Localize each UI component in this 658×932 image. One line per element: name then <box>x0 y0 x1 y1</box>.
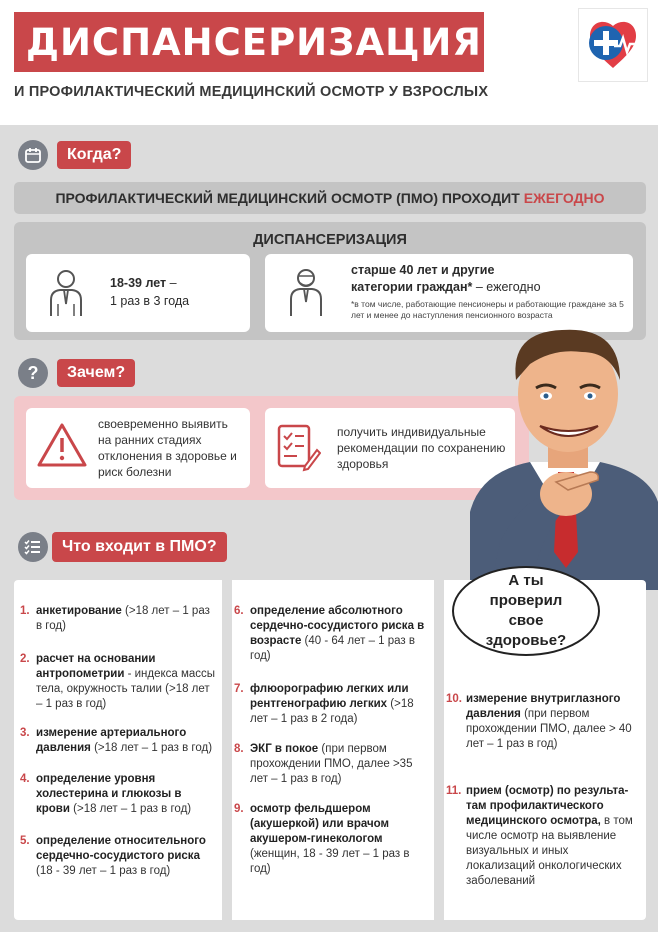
item-title: осмотр фельдшером (акушеркой) или врачом акушером-гинекологом <box>250 803 390 845</box>
list-item <box>234 802 428 877</box>
age-young-card <box>26 254 250 332</box>
item-title: прием (осмотр) по результа-там профилактического медицинского осмотра, <box>466 785 629 827</box>
when-label: Когда? <box>57 141 131 169</box>
pmo-frequency-bar <box>14 182 646 214</box>
age-old-card <box>265 254 633 332</box>
item-title: определение относительного сердечно-сосудистого риска <box>36 835 206 862</box>
item-detail: - индекса массы тела, окружность талии (>18 лет – 1 раз в год) <box>36 668 216 710</box>
column-divider <box>434 580 444 920</box>
calendar-icon <box>18 140 48 170</box>
speech-bubble <box>452 566 600 656</box>
column-divider <box>222 580 232 920</box>
item-number: 8. <box>234 743 244 755</box>
list-item <box>234 742 428 787</box>
list-item <box>20 834 216 879</box>
item-detail: (при первом прохождении ПМО, далее > 40 лет – 1 раз в год) <box>466 708 632 750</box>
item-title: ЭКГ в покое <box>250 743 319 755</box>
item-title: определение абсолютного сердечно-сосудистого риска в возрасте <box>250 605 425 647</box>
young-man-icon <box>48 268 84 318</box>
item-number: 3. <box>20 727 30 739</box>
item-number: 2. <box>20 653 30 665</box>
dispanserization-title: ДИСПАНСЕРИЗАЦИЯ <box>253 232 407 248</box>
why-card-recommendations-text: получить индивидуальные рекомендации по сохранению здоровья <box>337 425 506 471</box>
logo <box>578 8 648 82</box>
item-title: измерение внутриглазного давления <box>466 693 621 720</box>
item-detail: в том числе осмотр на выявление визуальных и иных локализаций онкологических заболеваний <box>466 815 633 887</box>
age-young-dash: – <box>166 276 177 290</box>
medical-cross-heart-icon <box>584 16 642 74</box>
title-banner <box>14 12 484 72</box>
age-old-label: старше 40 лет и другие категории граждан* <box>351 263 495 294</box>
what-label: Что входит в ПМО? <box>52 532 227 562</box>
pmo-frequency-accent: ЕЖЕГОДНО <box>523 190 605 206</box>
item-title: определение уровня холестерина и глюкозы в крови <box>36 773 182 815</box>
pointing-man-illustration <box>470 322 658 590</box>
why-card-early-detection <box>26 408 250 488</box>
item-detail: (при первом прохождении ПМО, далее >35 лет – 1 раз в год) <box>250 743 413 785</box>
checklist-icon <box>275 422 321 474</box>
warning-icon <box>36 422 88 468</box>
list-item <box>234 682 428 727</box>
item-number: 7. <box>234 683 244 695</box>
list-item <box>20 652 216 712</box>
item-number: 4. <box>20 773 30 785</box>
item-number: 9. <box>234 803 244 815</box>
why-label: Зачем? <box>57 359 135 387</box>
list-item <box>20 604 216 634</box>
item-detail: (>18 лет – 1 раз в 2 года) <box>250 698 414 725</box>
list-item <box>446 784 640 889</box>
list-icon <box>18 532 48 562</box>
item-title: флюорографию легких или рентгенографию легких <box>250 683 409 710</box>
why-card-early-detection-text: своевременно выявить на ранних стадиях отклонения в здоровье и риск болезни <box>98 417 237 479</box>
age-old-frequency: – ежегодно <box>472 280 541 294</box>
item-title: расчет на основании антропометрии <box>36 653 156 680</box>
item-detail: (женщин, 18 - 39 лет – 1 раз в год) <box>250 848 410 875</box>
why-panel <box>14 396 529 500</box>
speech-bubble-text: А ты проверил свое здоровье? <box>485 572 567 649</box>
page-subtitle: И ПРОФИЛАКТИЧЕСКИЙ МЕДИЦИНСКИЙ ОСМОТР У ВЗРОСЛЫХ <box>14 84 489 100</box>
item-number: 10. <box>446 693 462 705</box>
age-old-footnote: *в том числе, работающие пенсионеры и работающие граждане за 5 лет и менее до наступления пенсионного возраста <box>351 299 624 320</box>
item-number: 6. <box>234 605 244 617</box>
age-young-label: 18-39 лет <box>110 276 167 290</box>
age-young-frequency: 1 раз в 3 года <box>110 294 190 308</box>
item-detail: (>18 лет – 1 раз в год) <box>36 605 210 632</box>
item-number: 1. <box>20 605 30 617</box>
question-icon: ? <box>18 358 48 388</box>
list-item <box>20 772 216 817</box>
item-detail: (>18 лет – 1 раз в год) <box>90 742 213 754</box>
item-detail: (>18 лет – 1 раз в год) <box>69 803 192 815</box>
item-title: анкетирование <box>36 605 122 617</box>
item-detail: (18 - 39 лет – 1 раз в год) <box>36 865 171 877</box>
list-item <box>234 604 428 664</box>
item-number: 11. <box>446 785 462 797</box>
list-item <box>20 726 216 756</box>
item-detail: (40 - 64 лет – 1 раз в год) <box>250 635 415 662</box>
elderly-man-icon <box>287 266 325 318</box>
list-item <box>446 692 640 752</box>
item-number: 5. <box>20 835 30 847</box>
header <box>0 0 658 125</box>
pmo-frequency-text: ПРОФИЛАКТИЧЕСКИЙ МЕДИЦИНСКИЙ ОСМОТР (ПМО) ПРОХОДИТ <box>55 190 520 206</box>
page-title: ДИСПАНСЕРИЗАЦИЯ <box>26 20 482 64</box>
item-title: измерение артериального давления <box>36 727 187 754</box>
